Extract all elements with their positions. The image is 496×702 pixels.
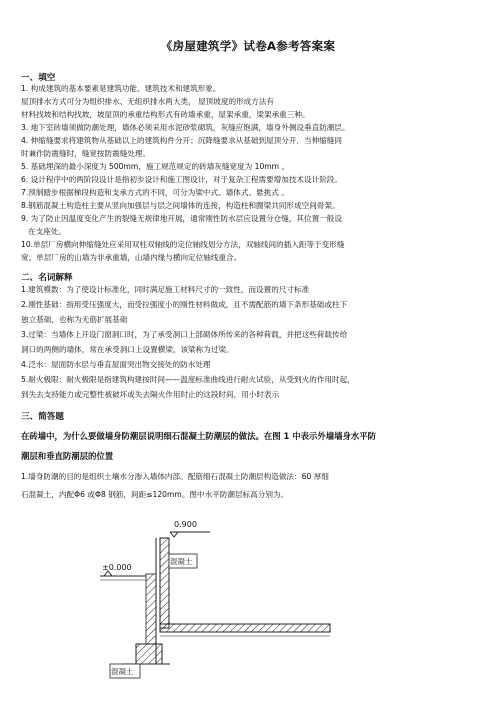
term-line-5: 洞口的两侧的墙体，常在承受洞口上设置横梁，该梁称为过梁。 [21,345,234,354]
answer-line-2: 石混凝土，内配Φ6 或Φ8 钢筋，间距≤120mm。图中水平防潮层标高分别为。 [21,490,289,499]
question-line-1: 在砖墙中，为什么要做墙身防潮层说明细石混凝土防潮层的做法。在图 1 中表示外墙墙身水平防 [21,431,377,441]
label-ground-elevation: ±0.000 [102,563,132,572]
document-title: 《房屋建筑学》试卷A参考答案案 [160,39,336,53]
fill-line-7: 5. 基础埋深的最小深度为 500mm，施工规范规定的砖墙灰缝宽度为 10mm 。 [21,162,290,171]
question-line-2: 潮层和垂直防潮层的位置 [21,451,114,461]
label-top-elevation: 0.900 [174,520,197,529]
section-heading-short-answer: 三、简答题 [21,412,64,422]
wall-section-figure [100,514,340,694]
section-heading-terms: 二、名词解释 [21,273,73,283]
fill-line-8: 6. 设计程序中的两阶段设计是指初步设计和施工图设计，对于复杂工程需要增加技术设计阶段。 [21,175,342,184]
fill-line-3: 材料找坡和结构找坡，坡屋顶的承重结构形式有砖墙承重，屋架承重，梁架承重三种。 [21,110,310,119]
fill-line-4: 3. 地下室砖墙须做防潮处理，墙体必须采用水泥砂浆砌筑，灰缝应饱满，墙身外侧设垂直防潮层。 [21,123,350,132]
fill-line-11: 9. 为了防止因温度变化产生的裂缝无规律地开展，通常刚性防水层应设置分仓缝，其位置一般设 [21,214,342,223]
term-line-6: 4.泛水：屋面防水层与垂直屋面突出物交接处的防水处理 [21,360,211,369]
fill-line-1: 1. 构成建筑的基本要素是建筑功能、建筑技术和建筑形象。 [21,84,221,93]
term-line-4: 3.过梁：当墙体上开设门窗洞口时，为了承受洞口上部砌体所传来的各种荷载，并把这些荷载传给 [21,330,348,339]
label-concrete-upper: 混凝土 [170,557,193,566]
fill-line-5: 4. 伸缩缝要求将建筑物从基础以上的建筑构件分开；沉降缝要求从基础到屋顶分开．当伸缩缝同 [21,136,342,145]
term-line-1: 1.建筑模数：为了使设计标准化，同时满足施工材料尺寸的一致性，而设置的尺寸标准 [21,285,310,294]
term-line-2: 2.刚性基础：指用受压强度大，而受拉强度小的刚性材料做成，且不需配筋的墙下条形基础或柱下 [21,300,348,309]
fill-line-12: 在支座处。 [28,227,66,236]
fill-line-10: 8.钢筋混凝土构造柱主要从竖向加强层与层之间墙体的连接，构造柱和圈梁共同形成空间骨架。 [21,201,340,210]
term-line-3: 独立基础，也称为无筋扩展基础 [21,315,128,324]
fill-line-13: 10.单层厂房横向伸缩缝处应采用双柱双轴线的定位轴线划分方法，双轴线间的插入距等于变形缝 [21,240,345,249]
answer-line-1: 1.墙身防潮的目的是组织土壤水分渗入墙体内部。配筋细石混凝土防潮层构造做法：60 厚细 [21,472,329,481]
fill-line-9: 7.预制踏步根据梯段构造和支承方式的不同，可分为梁中式、墙体式、悬挑式 。 [21,188,289,197]
label-concrete-lower: 混凝土 [111,667,134,676]
term-line-7: 5.耐火极限：耐火极限是指建筑构建按时间——温度标准曲线进行耐火试验，从受到火的作用时起， [21,375,355,384]
fill-line-14: 宽。单层厂房的山墙为非承重墙，山墙内缘与横向定位轴线重合。 [21,253,242,262]
term-line-8: 到失去支持能力或完整性被破坏或失去隔火作用时止的这段时间，用小时表示 [21,390,280,399]
fill-line-6: 时兼作防震缝时，缝宽按防震缝处理。 [21,149,151,158]
section-heading-fill-blank: 一、填空 [21,73,56,83]
fill-line-2: 屋顶排水方式可分为组织排水、无组织排水两大类， 屋顶坡度的形成方法有 [21,97,275,106]
